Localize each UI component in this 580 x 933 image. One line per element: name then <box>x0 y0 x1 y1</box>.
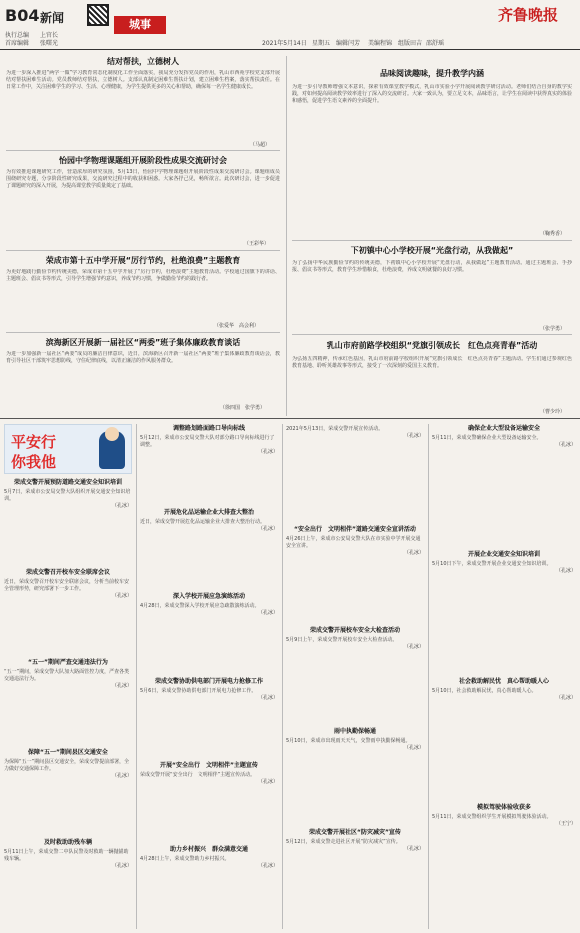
brief-title: 助力乡村振兴 群众满意交通 <box>169 845 248 853</box>
brief-title: 荣成交警召开校车安全联席会议 <box>25 569 110 576</box>
article-5-byline: （鞠秀香） <box>540 231 566 237</box>
brief-body: 5月10日下午，荣成交警开展企业交通安全知识培训。 <box>432 561 552 568</box>
article-6-title: 下初镇中心小学校开展“光盘行动，从我做起” <box>350 246 514 255</box>
brief-byline: （孔冰） <box>555 568 576 575</box>
brief-body: 5月6日，荣成交警协助供电部门开展电力抢修工作。 <box>140 687 257 694</box>
brief-byline: （孔冰） <box>257 778 278 785</box>
police-figure-icon <box>99 431 125 469</box>
brief-title: 开展“安全出行 文明相伴”主题宣传 <box>160 761 258 769</box>
brief-byline: （孔冰） <box>257 694 278 701</box>
brief-title: “安全出行 文明相伴”道路交通安全宣讲活动 <box>294 526 416 533</box>
issue-weekday: 星期五 <box>312 40 331 47</box>
divider <box>292 334 572 335</box>
news-brief <box>140 761 278 845</box>
brief-byline: （孔冰） <box>257 526 278 533</box>
reviewer-name: 张曙光 <box>40 40 59 47</box>
article-5-title: 品味阅读趣味，提升教学内涵 <box>380 69 484 78</box>
proof-name: 程锦 <box>380 40 393 47</box>
brief-byline: （孔冰） <box>257 862 278 869</box>
brief-body: 5月11日上午，荣成交警二中队民警及时救助一辆抛锚助残车辆。 <box>4 849 129 862</box>
layout2-name: 邵舒瑶 <box>426 40 445 47</box>
layout-name: 田吉 <box>410 40 423 47</box>
brief-title: 及时救助助残车辆 <box>43 839 92 846</box>
article-6-byline: （张学勇） <box>540 326 566 332</box>
brief-byline: （孔冰） <box>257 449 278 455</box>
brief-body: 5月9日上午，荣成交警开展校车安全大检查活动。 <box>286 637 398 643</box>
brief-body: 5月11日，荣成交警确保企业大型设备运输安全。 <box>432 435 542 441</box>
brief-title: “五一”期间严查交通违法行为 <box>28 659 108 666</box>
brief-byline: （孔冰） <box>555 442 576 448</box>
brief-body: 荣成交警开展“安全出行 文明相伴”主题宣传活动。 <box>140 771 256 778</box>
brief-byline: （孔冰） <box>111 773 132 779</box>
page-header <box>0 0 580 50</box>
brief-byline: （孔冰） <box>403 550 424 556</box>
brief-body: 5月12日，荣成市公安局交警大队对部分路口导向标线进行了调整。 <box>140 435 275 448</box>
news-brief <box>4 838 132 928</box>
brief-byline: （孔冰） <box>111 503 132 509</box>
news-brief <box>432 424 576 550</box>
issue-date: 2021年5月14日 <box>262 40 307 47</box>
brief-body: 5月7日，荣成市公安局交警大队组织开展交通安全知识培训。 <box>4 489 131 502</box>
brief-body: 5月10日，社会救助解民忧，真心帮助暖人心。 <box>432 687 537 694</box>
brief-byline: （孔冰） <box>111 863 132 869</box>
brief-title: 保障“五一”期间县区交通安全 <box>28 749 108 756</box>
qr-code-icon <box>87 4 109 26</box>
news-column-2 <box>140 424 278 929</box>
brief-title: 荣成交警开展社区“防灾减灾”宣传 <box>309 829 401 836</box>
brief-title: 雨中执勤保畅通 <box>333 728 376 735</box>
brief-title: 荣成交警开展预防道路交通安全知识培训 <box>13 479 122 486</box>
column-divider <box>282 424 283 929</box>
column-divider <box>136 424 137 929</box>
divider <box>6 250 280 251</box>
news-brief <box>286 525 424 626</box>
editor-name: 上官长 <box>40 32 59 39</box>
brief-title: 深入学校开展应急演练活动 <box>172 593 245 601</box>
article-4-title: 滨海新区开展新一届社区“两委”班子集体廉政教育谈话 <box>45 338 241 347</box>
newspaper-logo: 齐鲁晚报 <box>497 6 558 24</box>
brief-byline: （孔冰） <box>111 593 132 599</box>
editor-role: 编辑 <box>336 40 349 47</box>
article-6-body: 为了弘扬中华民族勤俭节约的传统美德，下初镇中心小学校开展“光盘行动，从我做起”主题教育活动。通过主题班会、手抄报、倡议书等形式，教育学生珍惜粮食，杜绝浪费，养成文明就餐的良好习惯。 <box>292 260 572 273</box>
brief-body: 5月10日，荣成市出现雨天天气，交警雨中执勤保畅通。 <box>286 738 411 744</box>
news-column-3 <box>286 424 424 929</box>
brief-byline: （孔冰） <box>111 683 132 689</box>
article-4-byline: （徐四国 张学勇） <box>220 405 266 411</box>
section-divider <box>0 418 580 419</box>
brief-title: 荣成交警开展校车安全大检查活动 <box>309 627 400 634</box>
brief-title: 模拟驾驶体验收获多 <box>476 803 531 811</box>
article-7-body: 为弘扬五四精神，传承红色基因，乳山市府前路学校组织开展“党旗引领成长 红色点亮青春”主题活动。学生们通过参观红色教育基地、聆听英雄故事等形式，接受了一次深刻的爱国主义教育。 <box>292 356 572 369</box>
news-brief <box>140 845 278 929</box>
section-name: 新闻 <box>40 11 65 25</box>
news-brief <box>4 748 132 838</box>
article-3-byline: （张爱华 高会利） <box>214 323 260 329</box>
article-1-byline: （马超） <box>250 142 271 148</box>
article-7-byline: （曹少玲） <box>540 409 566 415</box>
brief-byline: （孔冰） <box>403 644 424 650</box>
column-divider <box>286 56 287 416</box>
brief-byline: （孔冰） <box>403 846 424 852</box>
news-brief <box>286 626 424 727</box>
brief-body: 5月11日，荣成交警组织学生开展模拟驾驶体验活动。 <box>432 813 552 820</box>
brief-body: 4月28日，荣成交警深入学校开展应急疏散演练活动。 <box>140 603 260 610</box>
article-3-body: 为更好地践行勤俭节约传统美德，荣成市第十五中学开展了“厉行节约，杜绝浪费”主题教育活动。学校通过国旗下的讲话、主题班会、倡议书等形式，引导学生增强节约意识，养成节约习惯，争做勤俭节约的践行者。 <box>6 269 280 282</box>
news-brief <box>286 424 424 525</box>
brief-body: 4月26日上午，荣成市公安局交警大队在市实验中学开展交通安全宣讲。 <box>286 536 421 549</box>
brief-title: 荣成交警协助供电部门开展电力抢修工作 <box>154 677 263 685</box>
brief-body: 4月28日上午，荣成交警助力乡村振兴。 <box>140 855 230 862</box>
news-brief <box>432 677 576 803</box>
brief-body: “五一”期间，荣成交警大队加大路面管控力度，严查各类交通违法行为。 <box>4 669 130 682</box>
news-brief <box>432 550 576 676</box>
banner-line-2: 你我他 <box>11 453 57 471</box>
news-column-1 <box>4 478 132 928</box>
column-divider <box>428 424 429 929</box>
article-7-title: 乳山市府前路学校组织“党旗引领成长 红色点亮青春”活动 <box>326 341 538 350</box>
article-2-byline: （王彩华） <box>244 241 270 247</box>
column-tab: 城事 <box>114 16 166 34</box>
brief-body: 近日，荣成交警召开校车安全联席会议，分析当前校车安全管理形势，研究部署下一步工作。 <box>4 579 130 592</box>
article-3-title: 荣成市第十五中学开展“厉行节约，杜绝浪费”主题教育 <box>45 256 241 265</box>
news-column-4 <box>432 424 576 929</box>
news-brief <box>4 478 132 568</box>
banner-line-1: 平安行 <box>11 433 57 451</box>
news-brief <box>140 677 278 761</box>
divider <box>292 240 572 241</box>
brief-byline: （孔冰） <box>403 433 424 439</box>
article-1-body: 为进一步深入推进“两学一做”学习教育常态化制度化工作全面落实，我局充分发挥党员的作用，乳山市西苑学校党支部开展结对帮扶困难生活动。党员教师结对帮扶，立德树人。支部认真制定困难生帮扶计划，建立困难生档案，落实帮扶责任。在日常工作中，关注困难学生的学习、生活、心理健康，为学生提供更多的关心和帮助，确保每一名学生健康成长。 <box>6 70 280 90</box>
news-brief <box>286 828 424 929</box>
page-number: B04 <box>5 6 40 25</box>
news-brief <box>140 592 278 676</box>
article-2-title: 怡园中学物理课题组开展阶段性成果交流研讨会 <box>59 156 227 165</box>
news-brief <box>140 424 278 508</box>
brief-body: 2021年5月13日，荣成交警开展宣传活动。 <box>286 426 384 432</box>
article-1-title: 结对帮扶，立德树人 <box>107 57 179 66</box>
brief-body: 近日，荣成交警开展危化品运输企业大排查大整治行动。 <box>140 519 266 526</box>
divider <box>6 332 280 333</box>
brief-title: 开展企业交通安全知识培训 <box>467 551 540 559</box>
news-brief <box>140 508 278 592</box>
article-5-body: 为进一步引导教师增强文本意识，探索有效课堂教学模式，乳山市实验小学开展阅读教学研讨活动。老师们结合自身的教学实践，对如何提高阅读教学效率进行了深入的交流研讨。大家一致认为，要立足文本，品味语言，让学生在阅读中获得真实的体验和感悟，促进学生语文素养的全面提升。 <box>292 84 572 104</box>
reviewer-label: 首席编辑 <box>5 40 30 47</box>
layout-role: 组版 <box>398 40 411 47</box>
brief-byline: （孔冰） <box>403 745 424 751</box>
safety-banner <box>4 424 132 474</box>
brief-title: 确保企业大型设备运输安全 <box>467 425 540 432</box>
news-brief <box>4 658 132 748</box>
brief-title: 社会救助解民忧 真心帮助暖人心 <box>458 677 549 685</box>
brief-byline: （孔冰） <box>257 610 278 617</box>
divider <box>6 150 280 151</box>
proof-role: 美编 <box>368 40 381 47</box>
editor-label: 执行总编 <box>5 32 30 39</box>
article-2-body: 为有效推进课题研究工作，营造浓厚的研究氛围，5月13日，怡园中学物理课题组开展阶段性成果交流研讨会。课题组成员围绕研究专题，分享阶段性研究成果，交流研究过程中的收获和困惑。大家各抒己见，畅所欲言。此次研讨会，进一步促进了课题研究的深入开展，为提高课堂教学质量奠定了基础。 <box>6 169 280 189</box>
article-4-body: 为进一步加强新一届社区“两委”成员的廉洁自律意识，近日，滨海新区召开新一届社区“两委”班子集体廉政教育谈话会，教育引导社区干部筑牢思想防线，守住纪律底线，以清正廉洁的作风服务群众。 <box>6 351 280 364</box>
brief-byline: （王宁） <box>555 820 576 827</box>
news-brief <box>4 568 132 658</box>
brief-byline: （孔冰） <box>555 694 576 701</box>
news-brief <box>432 803 576 929</box>
brief-title: 开展危化品运输企业大排查大整治 <box>163 509 254 517</box>
brief-body: 为保障“五一”期间县区交通安全，荣成交警提前部署，全力做好交通保障工作。 <box>4 759 130 772</box>
brief-body: 5月12日，荣成交警走进社区开展“防灾减灾”宣传。 <box>286 839 401 845</box>
news-brief <box>286 727 424 828</box>
editor2-name: 闫芳 <box>348 40 361 47</box>
brief-title: 调整路划路面路口导向标线 <box>172 425 245 432</box>
